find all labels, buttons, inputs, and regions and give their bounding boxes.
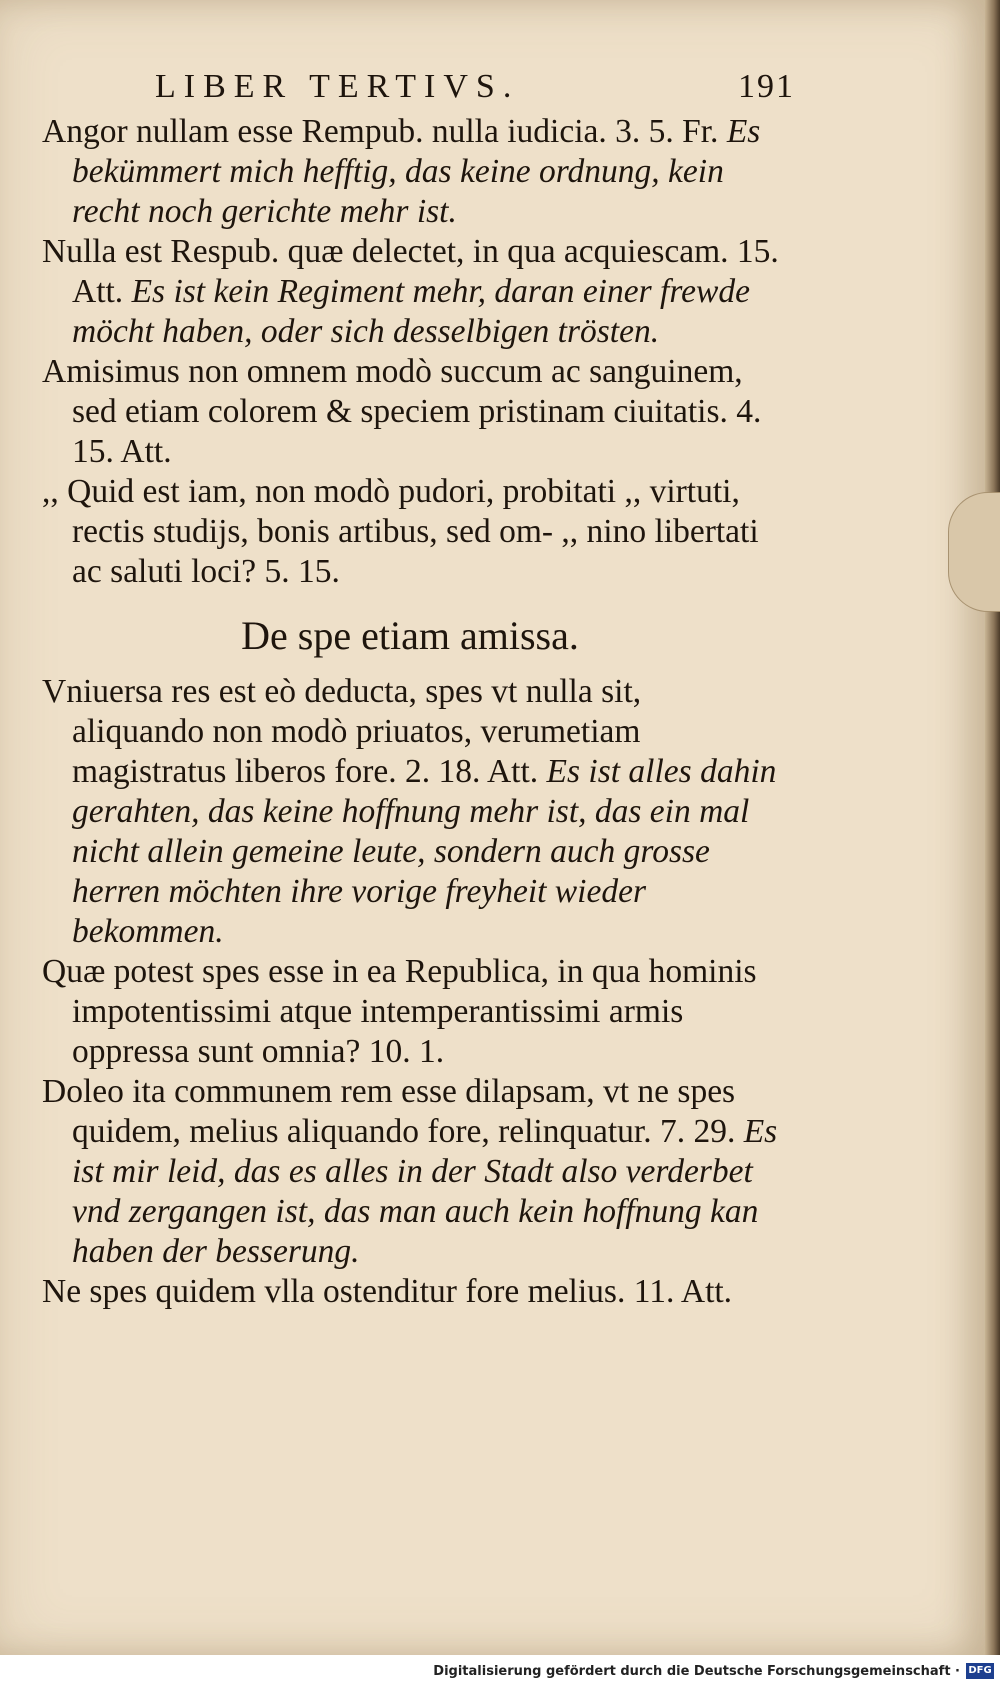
entry-6 xyxy=(40,952,780,1072)
latin-text: Nulla est Respub. quæ delectet, in qua acquiescam. 15. Att. xyxy=(42,233,779,310)
latin-text: ,, Quid est iam, non modò pudori, probitati ,, virtuti, rectis studijs, bonis artibus, sed om- ,, nino libertati ac saluti loci? 5. 15. xyxy=(42,473,759,590)
latin-text: Quæ potest spes esse in ea Republica, in qua hominis impotentissimi atque intemperantissimi armis oppressa sunt omnia? 10. 1. xyxy=(42,953,757,1070)
entry-1 xyxy=(40,112,780,232)
latin-text: Vniuersa res est eò deducta, spes vt nulla sit, aliquando non modò priuatos, verumetiam magistratus liberos fore. 2. 18. Att. xyxy=(42,673,642,790)
latin-text: Angor nullam esse Rempub. nulla iudicia. 3. 5. Fr. xyxy=(42,113,719,150)
running-header xyxy=(155,68,795,116)
german-text: Es ist kein Regiment mehr, daran einer frewde möcht haben, oder sich desselbigen trösten. xyxy=(72,273,750,350)
entry-2 xyxy=(40,232,780,352)
german-text: Es bekümmert mich hefftig, das keine ordnung, kein recht noch gerichte mehr ist. xyxy=(72,113,761,230)
digitization-footer xyxy=(0,1655,1000,1688)
latin-text: Ne spes quidem vlla ostenditur fore melius. 11. Att. xyxy=(42,1273,733,1310)
page-edge xyxy=(985,0,1000,1655)
page-text xyxy=(40,112,780,1312)
entry-5 xyxy=(40,672,780,952)
entry-4-quoted xyxy=(40,472,780,592)
footer-credit: Digitalisierung gefördert durch die Deutsche Forschungsgemeinschaft · xyxy=(433,1664,960,1679)
page-clip xyxy=(948,492,1000,612)
german-text: Es ist mir leid, das es alles in der Stadt also verderbet vnd zergangen ist, das man auch kein hoffnung kan haben der besserung. xyxy=(72,1113,778,1270)
section-heading: De spe etiam amissa. xyxy=(241,613,579,658)
entry-7 xyxy=(40,1072,780,1272)
page-number: 191 xyxy=(738,68,795,105)
entry-8 xyxy=(40,1272,780,1312)
latin-text: Amisimus non omnem modò succum ac sanguinem, sed etiam colorem & speciem pristinam ciuitatis. 4. 15. Att. xyxy=(42,353,762,470)
german-text: Es ist alles dahin gerahten, das keine hoffnung mehr ist, das ein mal nicht allein gemeine leute, sondern auch grosse herren möchten ihre vorige freyheit wieder bekommen. xyxy=(72,753,777,950)
running-title: LIBER TERTIVS. xyxy=(155,68,520,105)
entry-3 xyxy=(40,352,780,472)
latin-text: Doleo ita communem rem esse dilapsam, vt ne spes quidem, melius aliquando fore, relinquatur. 7. 29. xyxy=(42,1073,736,1150)
dfg-logo-icon: DFG xyxy=(966,1663,994,1679)
